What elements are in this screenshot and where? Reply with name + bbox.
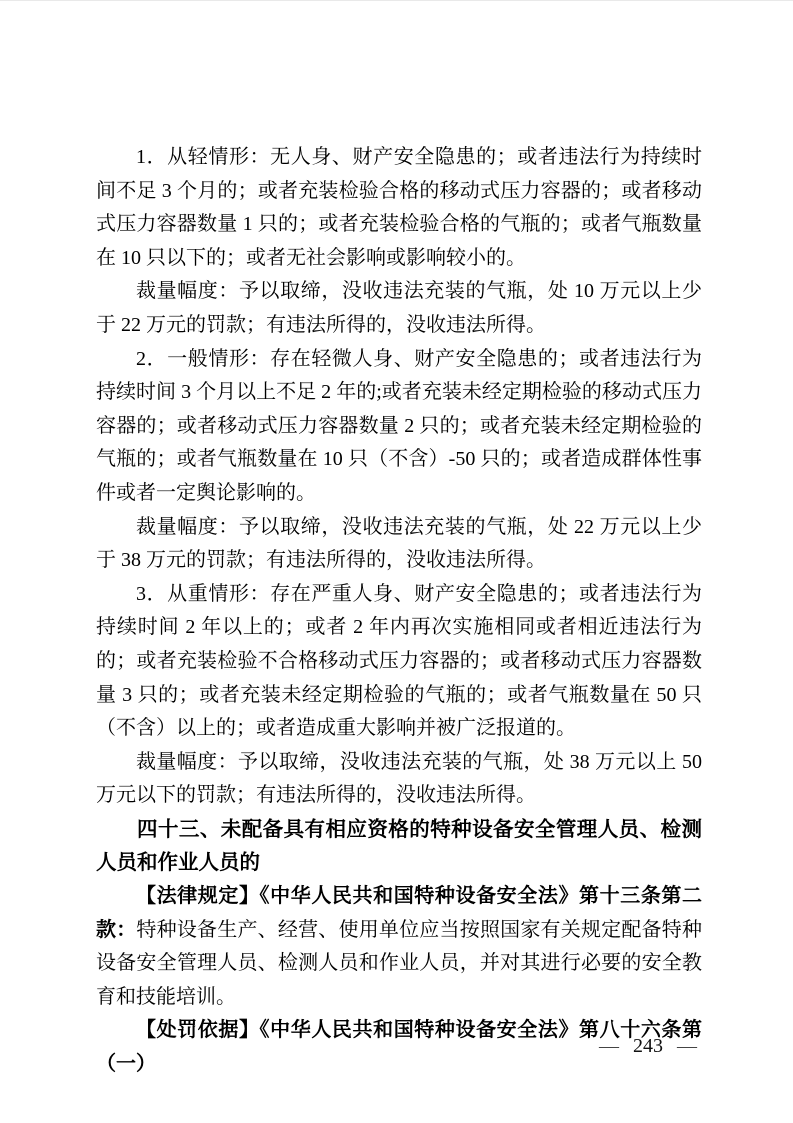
paragraph-punishment-basis: 【处罚依据】《中华人民共和国特种设备安全法》第八十六条第（一） (96, 1019, 702, 1076)
legal-provision-label: 【法律规定】《中华人民共和国特种设备安全法》第十三条第二款： (96, 885, 702, 941)
legal-provision-body: 特种设备生产、经营、使用单位应当按照国家有关规定配备特种设备安全管理人员、检测人员和作业人员，并对其进行必要的安全教育和技能培训。 (96, 918, 703, 1008)
page-number (599, 1034, 697, 1058)
paragraph-severe-circumstance: 3．从重情形：存在严重人身、财产安全隐患的；或者违法行为持续时间 2 年以上的；或者 2 年内再次实施相同或者相近违法行为的；或者充装检验不合格移动式压力容器的；或者移动式压力容器数量 3 只的；或者充装未经定期检验的气瓶的；或者气瓶数量在 50 只（不含）以上的；或者造成重大影响并被广泛报道的。 (96, 582, 702, 740)
paragraph-penalty-range-1: 裁量幅度：予以取缔，没收违法充装的气瓶，处 10 万元以上少于 22 万元的罚款；有违法所得的，没收违法所得。 (96, 280, 702, 336)
page-body-text (96, 141, 702, 1082)
page-number-left-dash: — (599, 1035, 619, 1057)
paragraph-penalty-range-3: 裁量幅度：予以取缔，没收违法充装的气瓶，处 38 万元以上 50 万元以下的罚款；有违法所得的，没收违法所得。 (96, 750, 702, 807)
paragraph-general-circumstance: 2．一般情形：存在轻微人身、财产安全隐患的；或者违法行为持续时间 3 个月以上不足 2 年的;或者充装未经定期检验的移动式压力容器的；或者移动式压力容器数量 2 只的；或者充装未经定期检验的气瓶的；或者气瓶数量在 10 只（不含）-50 只的；或者造成群体性事件或者一定舆论影响的。 (96, 347, 702, 504)
page-number-right-dash: — (677, 1035, 697, 1057)
paragraph-legal-provision (96, 880, 702, 1014)
paragraph-penalty-range-2: 裁量幅度：予以取缔，没收违法充装的气瓶，处 22 万元以上少于 38 万元的罚款；有违法所得的，没收违法所得。 (96, 515, 702, 572)
page-number-value: 243 (633, 1035, 663, 1057)
section-heading-43: 四十三、未配备具有相应资格的特种设备安全管理人员、检测人员和作业人员的 (96, 817, 702, 875)
paragraph-light-circumstance: 1．从轻情形：无人身、财产安全隐患的；或者违法行为持续时间不足 3 个月的；或者充装检验合格的移动式压力容器的；或者移动式压力容器数量 1 只的；或者充装检验合格的气瓶的；或者气瓶数量在 10 只以下的；或者无社会影响或影响较小的。 (96, 146, 702, 269)
